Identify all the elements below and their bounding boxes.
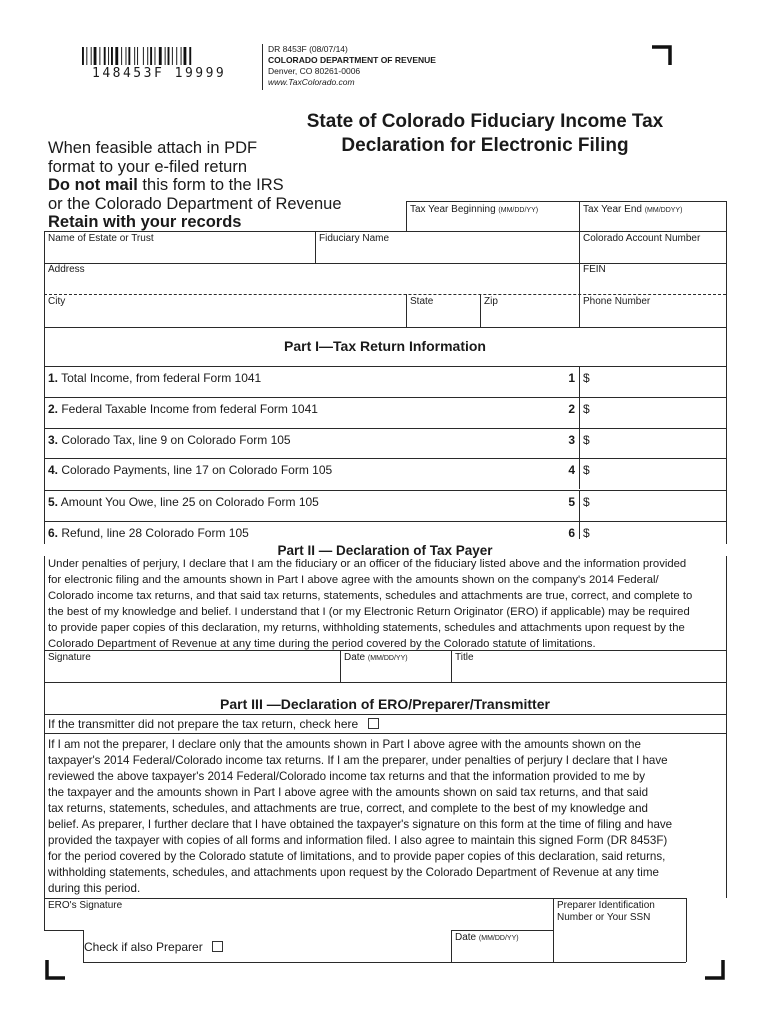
part1-line-text: Refund, line 28 Colorado Form 105 bbox=[58, 526, 249, 540]
part2-line: the best of my knowledge and belief. I understand that I (or my Electronic Return Originator (ERO) if applicable) may be required bbox=[48, 606, 690, 618]
barcode-bar bbox=[94, 47, 97, 65]
part1-line-label bbox=[48, 402, 318, 416]
barcode-bar bbox=[147, 47, 148, 65]
part2-line: Colorado Department of Revenue at any time during the period covered by the Colorado statute of limitations. bbox=[48, 638, 596, 650]
barcode-bar bbox=[128, 47, 130, 65]
form-title bbox=[290, 110, 680, 158]
part3-line: belief. As preparer, I further declare that I have obtained the taxpayer's signature on this form at the time of filing and have bbox=[48, 818, 673, 831]
barcode-bar bbox=[115, 47, 118, 65]
transmitter-check-row[interactable] bbox=[48, 717, 379, 731]
barcode-bar bbox=[172, 47, 173, 65]
part3-line: If I am not the preparer, I declare only that the amounts shown in Part I above agree with the amounts shown on the bbox=[48, 738, 641, 751]
barcode bbox=[82, 47, 232, 65]
tax-year-end-label: Tax Year End bbox=[583, 204, 642, 215]
instruction-line3-rest: this form to the IRS bbox=[137, 176, 284, 194]
part1-line-text: Colorado Tax, line 9 on Colorado Form 105 bbox=[58, 433, 291, 447]
form-title-line1: State of Colorado Fiduciary Income Tax bbox=[306, 111, 664, 132]
check-if-preparer-row[interactable] bbox=[84, 940, 223, 954]
part3-line: during this period. bbox=[48, 882, 141, 895]
part1-amount-field[interactable]: $ bbox=[583, 433, 590, 447]
part1-line-label bbox=[48, 526, 249, 540]
ero-date-label: Date bbox=[455, 932, 477, 943]
barcode-bar bbox=[82, 47, 84, 65]
part1-amount-field[interactable]: $ bbox=[583, 371, 590, 385]
instruction-line3 bbox=[48, 176, 342, 195]
instruction-line2: format to your e-filed return bbox=[48, 157, 247, 176]
part1-line-box-number: 3 bbox=[568, 433, 575, 447]
account-number-field[interactable]: Colorado Account Number bbox=[583, 233, 701, 244]
ero-date-field[interactable] bbox=[455, 932, 519, 945]
part1-line-text: Total Income, from federal Form 1041 bbox=[58, 371, 262, 385]
part1-amount-field[interactable]: $ bbox=[583, 463, 590, 477]
corner-mark-bottom-right bbox=[703, 958, 727, 982]
part1-line-box-number: 2 bbox=[568, 402, 575, 416]
taxpayer-signature-field[interactable]: Signature bbox=[48, 652, 91, 663]
part1-line-number: 1. bbox=[48, 371, 59, 385]
part1-line-number: 5. bbox=[48, 495, 59, 509]
part1-amount-field[interactable]: $ bbox=[583, 495, 590, 509]
part3-declaration bbox=[48, 737, 672, 897]
taxpayer-title-field[interactable]: Title bbox=[455, 652, 474, 663]
filing-instructions bbox=[48, 139, 342, 232]
part2-title: Part II — Declaration of Tax Payer bbox=[277, 543, 493, 558]
part1-title: Part I—Tax Return Information bbox=[284, 338, 486, 354]
tax-year-end-format: (MM/DDYY) bbox=[644, 207, 683, 214]
fein-field[interactable]: FEIN bbox=[583, 264, 606, 275]
barcode-bar bbox=[181, 47, 182, 65]
address-field[interactable]: Address bbox=[48, 264, 85, 275]
corner-mark-top-right bbox=[650, 44, 674, 68]
barcode-bar bbox=[104, 47, 106, 65]
barcode-bar bbox=[121, 47, 122, 65]
transmitter-checkbox[interactable] bbox=[368, 718, 379, 729]
fiduciary-name-field[interactable]: Fiduciary Name bbox=[319, 233, 390, 244]
barcode-bar bbox=[155, 47, 156, 65]
department-address: Denver, CO 80261-0006 bbox=[268, 66, 361, 76]
part1-line-text: Colorado Payments, line 17 on Colorado Form 105 bbox=[58, 463, 333, 477]
barcode-bar bbox=[176, 47, 177, 65]
part1-line-number: 3. bbox=[48, 433, 59, 447]
tax-year-beginning-field[interactable] bbox=[410, 204, 538, 217]
part3-line: tax returns, statements, schedules, and attachments are true, correct, and complete to the best of my knowledge and bbox=[48, 802, 648, 815]
part3-title: Part III —Declaration of ERO/Preparer/Transmitter bbox=[220, 696, 550, 712]
barcode-bar bbox=[134, 47, 135, 65]
tax-year-beginning-format: (MM/DD/YY) bbox=[498, 207, 539, 214]
barcode-bar bbox=[168, 47, 170, 65]
part2-line: to provide paper copies of this declaration, my returns, withholding statements, schedules and attachments upon request by the bbox=[48, 622, 685, 634]
barcode-number: 148453F 19999 bbox=[92, 66, 227, 81]
part3-line: withholding statements, schedules, and attachments upon request by the Colorado Department of Revenue at any time bbox=[48, 866, 659, 879]
instruction-line4: or the Colorado Department of Revenue bbox=[48, 194, 342, 213]
part1-line-box-number: 6 bbox=[568, 526, 575, 540]
ero-signature-field[interactable]: ERO's Signature bbox=[48, 900, 123, 911]
part1-amount-field[interactable]: $ bbox=[583, 526, 590, 540]
part1-line-label bbox=[48, 371, 261, 385]
check-if-preparer-label: Check if also Preparer bbox=[84, 940, 203, 954]
part1-amount-field[interactable]: $ bbox=[583, 402, 590, 416]
barcode-bar bbox=[86, 47, 87, 65]
part2-line: for electronic filing and the amounts shown in Part I above agree with the amounts shown on the company's 2014 Federal/ bbox=[48, 574, 659, 586]
preparer-id-label-line1: Preparer Identification bbox=[557, 900, 655, 911]
part1-line-number: 2. bbox=[48, 402, 59, 416]
part3-line: provided the taxpayer with copies of all forms and information filed. I also agree to maintain this signed Form (DR 8453F) bbox=[48, 834, 668, 847]
tax-year-beginning-label: Tax Year Beginning bbox=[410, 204, 496, 215]
part1-line-text: Federal Taxable Income from federal Form 1041 bbox=[58, 402, 318, 416]
barcode-bar bbox=[143, 47, 144, 65]
form-title-line2: Declaration for Electronic Filing bbox=[341, 135, 629, 156]
part3-line: taxpayer's 2014 Federal/Colorado income tax returns. If I am the preparer, under penalties of perjury I declare that I have bbox=[48, 754, 668, 767]
zip-field[interactable]: Zip bbox=[484, 296, 498, 307]
part1-line-box-number: 5 bbox=[568, 495, 575, 509]
state-field[interactable]: State bbox=[410, 296, 434, 307]
header-divider bbox=[262, 44, 263, 90]
department-name: COLORADO DEPARTMENT OF REVENUE bbox=[268, 55, 436, 65]
instruction-do-not-mail: Do not mail bbox=[48, 176, 138, 194]
transmitter-check-label: If the transmitter did not prepare the tax return, check here bbox=[48, 717, 359, 731]
barcode-bar bbox=[111, 47, 113, 65]
department-website: www.TaxColorado.com bbox=[268, 77, 355, 87]
part1-line-label bbox=[48, 433, 291, 447]
instruction-line1: When feasible attach in PDF bbox=[48, 139, 258, 157]
part1-line-label bbox=[48, 463, 332, 477]
part3-line: reviewed the above taxpayer's 2014 Federal/Colorado income tax returns and that the information provided to me by bbox=[48, 770, 646, 783]
barcode-bar bbox=[165, 47, 166, 65]
ero-date-format: (MM/DD/YY) bbox=[478, 935, 519, 942]
barcode-bar bbox=[126, 47, 127, 65]
part2-declaration bbox=[48, 556, 692, 652]
preparer-id-label-line2: Number or Your SSN bbox=[557, 912, 651, 923]
preparer-id-field[interactable] bbox=[557, 900, 655, 924]
phone-number-field[interactable]: Phone Number bbox=[583, 296, 651, 307]
part1-line-number: 6. bbox=[48, 526, 59, 540]
barcode-bar bbox=[184, 47, 187, 65]
taxpayer-date-field[interactable] bbox=[344, 652, 408, 665]
part3-line: the taxpayer and the amounts shown in Part I above agree with the amounts shown on said tax returns, and that said bbox=[48, 786, 649, 799]
part1-line-text: Amount You Owe, line 25 on Colorado Form 105 bbox=[58, 495, 319, 509]
taxpayer-date-format: (MM/DD/YY) bbox=[367, 655, 408, 662]
barcode-bar bbox=[159, 47, 162, 65]
barcode-bar bbox=[99, 47, 100, 65]
barcode-bar bbox=[108, 47, 109, 65]
city-field[interactable]: City bbox=[48, 296, 66, 307]
tax-year-end-field[interactable] bbox=[583, 204, 682, 217]
instruction-retain: Retain with your records bbox=[48, 213, 242, 231]
corner-mark-bottom-left bbox=[44, 958, 68, 982]
preparer-checkbox[interactable] bbox=[212, 941, 223, 952]
part1-line-box-number: 4 bbox=[568, 463, 575, 477]
part2-line: Under penalties of perjury, I declare that I am the fiduciary or an officer of the fiduciary listed above and the information provided bbox=[48, 558, 687, 570]
barcode-bar bbox=[91, 47, 92, 65]
part2-line: Colorado income tax returns, and that said tax returns, statements, schedules and attachments are true, correct, and complete to bbox=[48, 590, 693, 602]
part1-line-label bbox=[48, 495, 319, 509]
part1-line-box-number: 1 bbox=[568, 371, 575, 385]
barcode-bar bbox=[189, 47, 191, 65]
barcode-bar bbox=[137, 47, 138, 65]
taxpayer-date-label: Date bbox=[344, 652, 366, 663]
part1-line-number: 4. bbox=[48, 463, 59, 477]
estate-name-field[interactable]: Name of Estate or Trust bbox=[48, 233, 154, 244]
part3-line: for the period covered by the Colorado statute of limitations, and to provide paper copies of this declaration, said returns, bbox=[48, 850, 666, 863]
form-id: DR 8453F (08/07/14) bbox=[268, 44, 348, 54]
barcode-bar bbox=[150, 47, 152, 65]
